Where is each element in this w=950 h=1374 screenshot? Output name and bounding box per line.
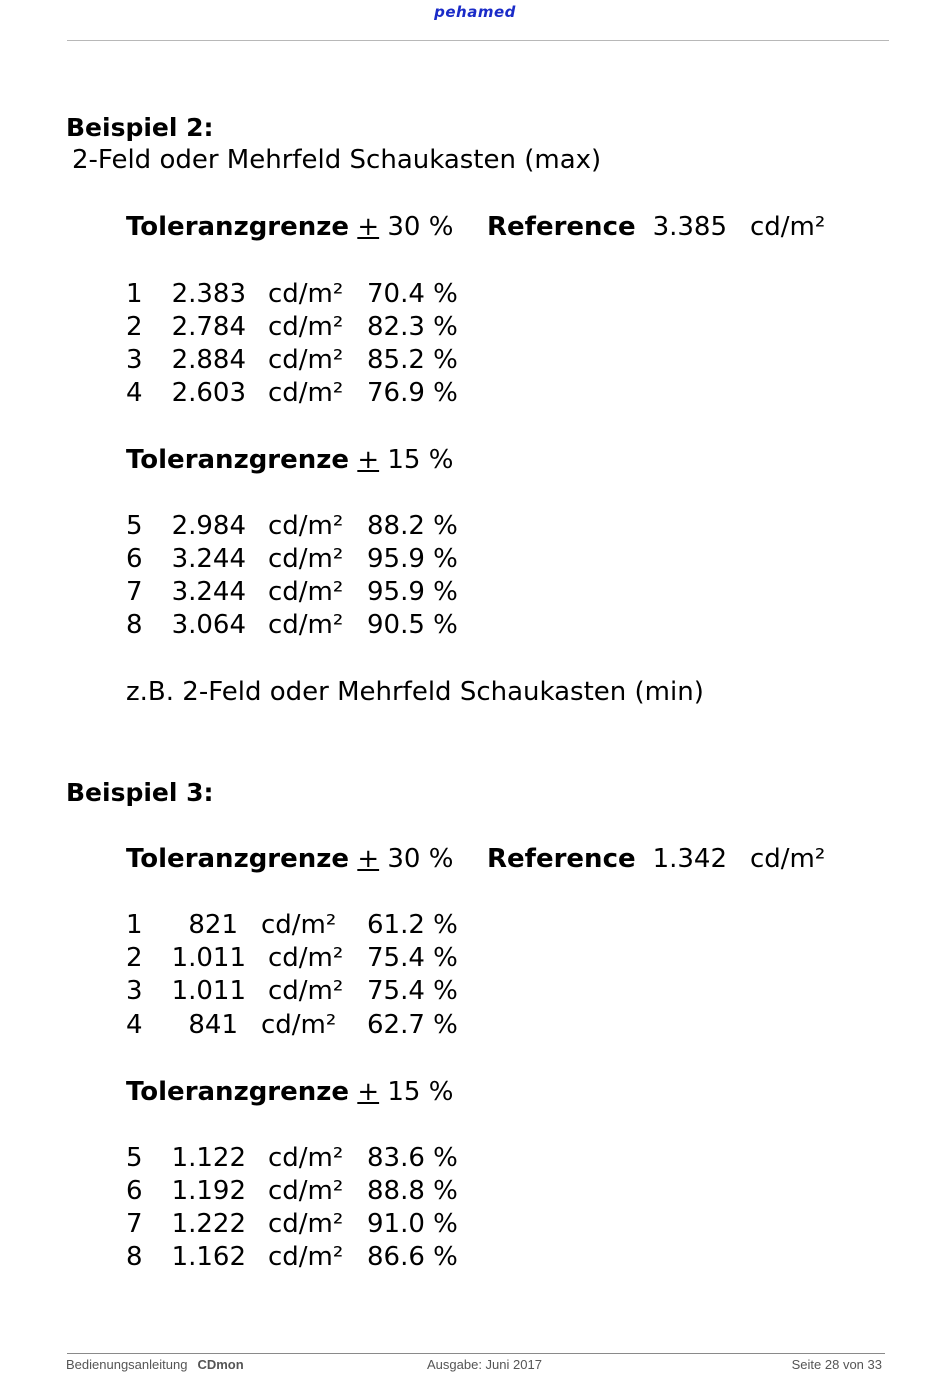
row-percent: 70.4 % bbox=[367, 279, 458, 309]
row-percent: 85.2 % bbox=[367, 345, 458, 375]
row-index: 5 bbox=[126, 1143, 143, 1173]
row-value: 3.244 bbox=[171, 544, 246, 574]
row-index: 8 bbox=[126, 610, 143, 640]
footer-page-number: Seite 28 von 33 bbox=[791, 1357, 882, 1372]
plus-minus-sign: + bbox=[357, 445, 380, 475]
row-unit: cd/m² bbox=[261, 1010, 337, 1040]
example3-tolerance-30 bbox=[126, 844, 453, 874]
row-unit: cd/m² bbox=[268, 345, 344, 375]
row-unit: cd/m² bbox=[268, 577, 344, 607]
row-index: 3 bbox=[126, 345, 143, 375]
row-percent: 75.4 % bbox=[367, 943, 458, 973]
row-percent: 86.6 % bbox=[367, 1242, 458, 1272]
row-value: 2.884 bbox=[171, 345, 246, 375]
tolerance-label: Toleranzgrenze bbox=[126, 212, 350, 242]
row-percent: 83.6 % bbox=[367, 1143, 458, 1173]
row-value: 1.222 bbox=[171, 1209, 246, 1239]
row-value: 3.064 bbox=[171, 610, 246, 640]
row-percent: 76.9 % bbox=[367, 378, 458, 408]
row-percent: 82.3 % bbox=[367, 312, 458, 342]
row-value: 1.011 bbox=[171, 943, 246, 973]
example2-heading: Beispiel 2: bbox=[66, 113, 214, 142]
example3-heading: Beispiel 3: bbox=[66, 778, 214, 807]
row-unit: cd/m² bbox=[268, 511, 344, 541]
pehamed-logo: pehamed bbox=[434, 3, 516, 21]
example3-tolerance-15 bbox=[126, 1077, 453, 1107]
example2-reference-unit: cd/m² bbox=[750, 212, 826, 242]
row-value: 2.784 bbox=[171, 312, 246, 342]
tolerance-label: Toleranzgrenze bbox=[126, 445, 350, 475]
footer-manual-label: Bedienungsanleitung bbox=[66, 1357, 188, 1372]
row-unit: cd/m² bbox=[268, 943, 344, 973]
tolerance-value: 30 % bbox=[379, 212, 454, 242]
footer-divider bbox=[67, 1353, 885, 1354]
row-index: 6 bbox=[126, 544, 143, 574]
row-percent: 90.5 % bbox=[367, 610, 458, 640]
row-unit: cd/m² bbox=[268, 312, 344, 342]
example2-tolerance-15 bbox=[126, 445, 453, 475]
plus-minus-sign: + bbox=[357, 1077, 380, 1107]
row-unit: cd/m² bbox=[268, 976, 344, 1006]
footer-manual bbox=[66, 1357, 244, 1372]
plus-minus-sign: + bbox=[357, 844, 380, 874]
header-divider bbox=[67, 40, 889, 41]
row-value: 2.383 bbox=[171, 279, 246, 309]
example3-reference-label: Reference bbox=[487, 844, 636, 874]
row-value: 1.122 bbox=[171, 1143, 246, 1173]
row-index: 1 bbox=[126, 910, 143, 940]
plus-minus-sign: + bbox=[357, 212, 380, 242]
row-index: 7 bbox=[126, 1209, 143, 1239]
row-unit: cd/m² bbox=[268, 1242, 344, 1272]
row-percent: 61.2 % bbox=[367, 910, 458, 940]
example2-tolerance-30 bbox=[126, 212, 453, 242]
row-unit: cd/m² bbox=[261, 910, 337, 940]
row-unit: cd/m² bbox=[268, 1143, 344, 1173]
footer-edition: Ausgabe: Juni 2017 bbox=[427, 1357, 542, 1372]
tolerance-label: Toleranzgrenze bbox=[126, 1077, 350, 1107]
row-index: 2 bbox=[126, 312, 143, 342]
row-value: 821 bbox=[188, 910, 238, 940]
row-value: 2.603 bbox=[171, 378, 246, 408]
row-index: 1 bbox=[126, 279, 143, 309]
row-index: 2 bbox=[126, 943, 143, 973]
example2-reference-label: Reference bbox=[487, 212, 636, 242]
row-percent: 88.8 % bbox=[367, 1176, 458, 1206]
row-index: 5 bbox=[126, 511, 143, 541]
row-unit: cd/m² bbox=[268, 610, 344, 640]
row-percent: 75.4 % bbox=[367, 976, 458, 1006]
row-unit: cd/m² bbox=[268, 1209, 344, 1239]
row-unit: cd/m² bbox=[268, 378, 344, 408]
row-value: 2.984 bbox=[171, 511, 246, 541]
row-index: 4 bbox=[126, 1010, 143, 1040]
example3-reference-value: 1.342 bbox=[652, 844, 727, 874]
row-unit: cd/m² bbox=[268, 544, 344, 574]
row-value: 1.011 bbox=[171, 976, 246, 1006]
row-value: 841 bbox=[188, 1010, 238, 1040]
row-percent: 95.9 % bbox=[367, 544, 458, 574]
tolerance-label: Toleranzgrenze bbox=[126, 844, 350, 874]
row-index: 4 bbox=[126, 378, 143, 408]
row-percent: 95.9 % bbox=[367, 577, 458, 607]
example2-reference-value: 3.385 bbox=[652, 212, 727, 242]
row-percent: 88.2 % bbox=[367, 511, 458, 541]
row-percent: 91.0 % bbox=[367, 1209, 458, 1239]
example2-note: z.B. 2-Feld oder Mehrfeld Schaukasten (min) bbox=[126, 677, 704, 707]
row-index: 6 bbox=[126, 1176, 143, 1206]
row-unit: cd/m² bbox=[268, 1176, 344, 1206]
tolerance-value: 15 % bbox=[379, 1077, 454, 1107]
row-index: 8 bbox=[126, 1242, 143, 1272]
row-unit: cd/m² bbox=[268, 279, 344, 309]
row-index: 7 bbox=[126, 577, 143, 607]
example2-subtitle: 2-Feld oder Mehrfeld Schaukasten (max) bbox=[72, 145, 602, 175]
row-value: 1.192 bbox=[171, 1176, 246, 1206]
row-index: 3 bbox=[126, 976, 143, 1006]
row-percent: 62.7 % bbox=[367, 1010, 458, 1040]
row-value: 3.244 bbox=[171, 577, 246, 607]
example3-reference-unit: cd/m² bbox=[750, 844, 826, 874]
row-value: 1.162 bbox=[171, 1242, 246, 1272]
footer-product: CDmon bbox=[197, 1357, 244, 1372]
tolerance-value: 30 % bbox=[379, 844, 454, 874]
tolerance-value: 15 % bbox=[379, 445, 454, 475]
